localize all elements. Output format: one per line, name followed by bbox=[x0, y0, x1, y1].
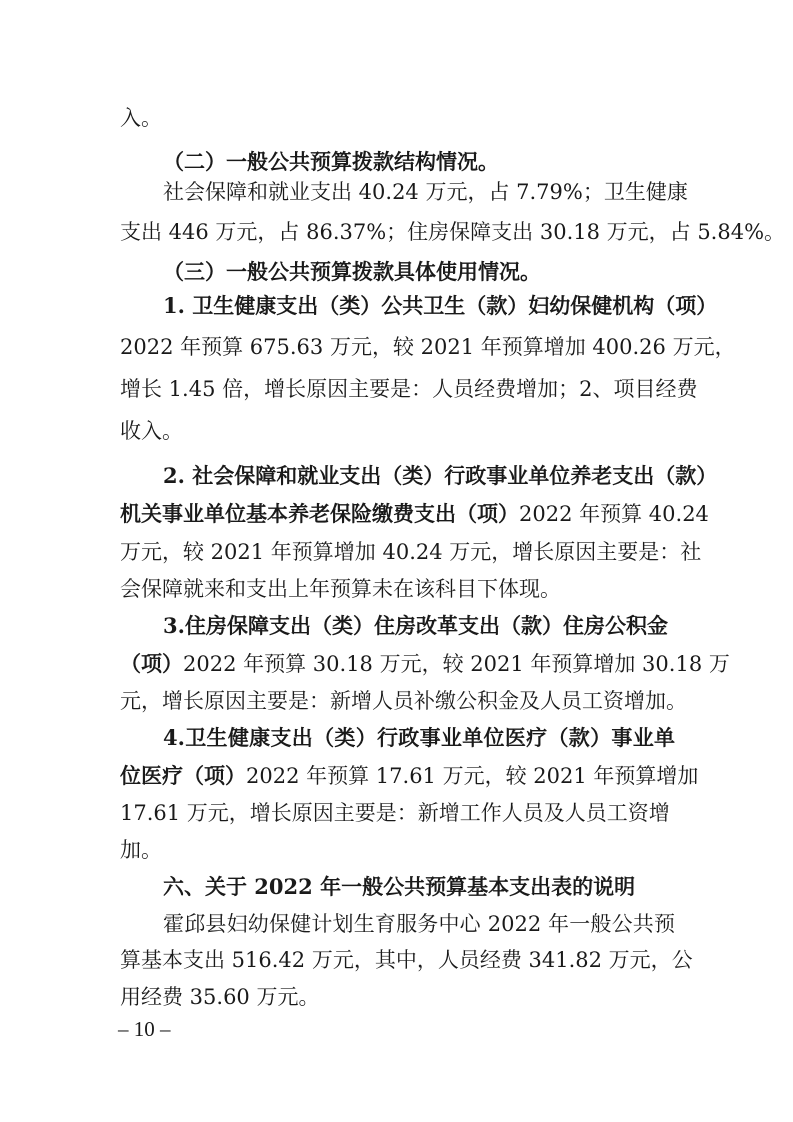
paragraph-line: 加。 bbox=[120, 838, 162, 862]
paragraph-line bbox=[120, 650, 730, 678]
item-heading: 1. 卫生健康支出（类）公共卫生（款）妇幼保健机构（项） bbox=[163, 293, 718, 318]
paragraph-line bbox=[120, 762, 699, 790]
section-heading: 六、关于 2022 年一般公共预算基本支出表的说明 bbox=[163, 874, 636, 899]
paragraph-line: 算基本支出 516.42 万元，其中，人员经费 341.82 万元，公 bbox=[120, 948, 693, 972]
item-heading: 2. 社会保障和就业支出（类）行政事业单位养老支出（款） bbox=[163, 463, 718, 488]
section-heading: （二）一般公共预算拨款结构情况。 bbox=[163, 149, 499, 174]
paragraph-line: 收入。 bbox=[120, 419, 183, 443]
paragraph-line: 社会保障和就业支出 40.24 万元，占 7.79%；卫生健康 bbox=[163, 180, 688, 204]
paragraph-line: 17.61 万元，增长原因主要是：新增工作人员及人员工资增 bbox=[120, 801, 670, 825]
paragraph-line: 用经费 35.60 万元。 bbox=[120, 985, 320, 1009]
paragraph-line: 支出 446 万元，占 86.37%；住房保障支出 30.18 万元，占 5.84%。 bbox=[120, 220, 786, 244]
paragraph-line: 元，增长原因主要是：新增人员补缴公积金及人员工资增加。 bbox=[120, 689, 687, 713]
paragraph-text: 2022 年预算 30.18 万元，较 2021 年预算增加 30.18 万 bbox=[183, 652, 730, 676]
item-heading: 4.卫生健康支出（类）行政事业单位医疗（款）事业单 bbox=[163, 725, 675, 750]
paragraph-line: 2022 年预算 675.63 万元，较 2021 年预算增加 400.26 万元， bbox=[120, 335, 736, 359]
paragraph-text: 2022 年预算 40.24 bbox=[519, 502, 709, 526]
item-heading-part: 位医疗（项） bbox=[120, 763, 246, 788]
paragraph-text: 2022 年预算 17.61 万元，较 2021 年预算增加 bbox=[246, 764, 699, 788]
item-heading-part: 机关事业单位基本养老保险缴费支出（项） bbox=[120, 501, 519, 526]
paragraph-line: 万元，较 2021 年预算增加 40.24 万元，增长原因主要是：社 bbox=[120, 540, 702, 564]
section-heading: （三）一般公共预算拨款具体使用情况。 bbox=[163, 259, 541, 284]
paragraph-line bbox=[120, 500, 709, 528]
paragraph-line: 入。 bbox=[120, 106, 162, 130]
item-heading-part: （项） bbox=[120, 651, 183, 676]
paragraph-line: 增长 1.45 倍，增长原因主要是：人员经费增加；2、项目经费 bbox=[120, 377, 698, 401]
paragraph-line: 会保障就来和支出上年预算未在该科目下体现。 bbox=[120, 577, 561, 601]
paragraph-line: 霍邱县妇幼保健计划生育服务中心 2022 年一般公共预 bbox=[163, 912, 675, 936]
page-number: – 10 – bbox=[118, 1017, 171, 1041]
item-heading: 3.住房保障支出（类）住房改革支出（款）住房公积金 bbox=[163, 613, 668, 638]
